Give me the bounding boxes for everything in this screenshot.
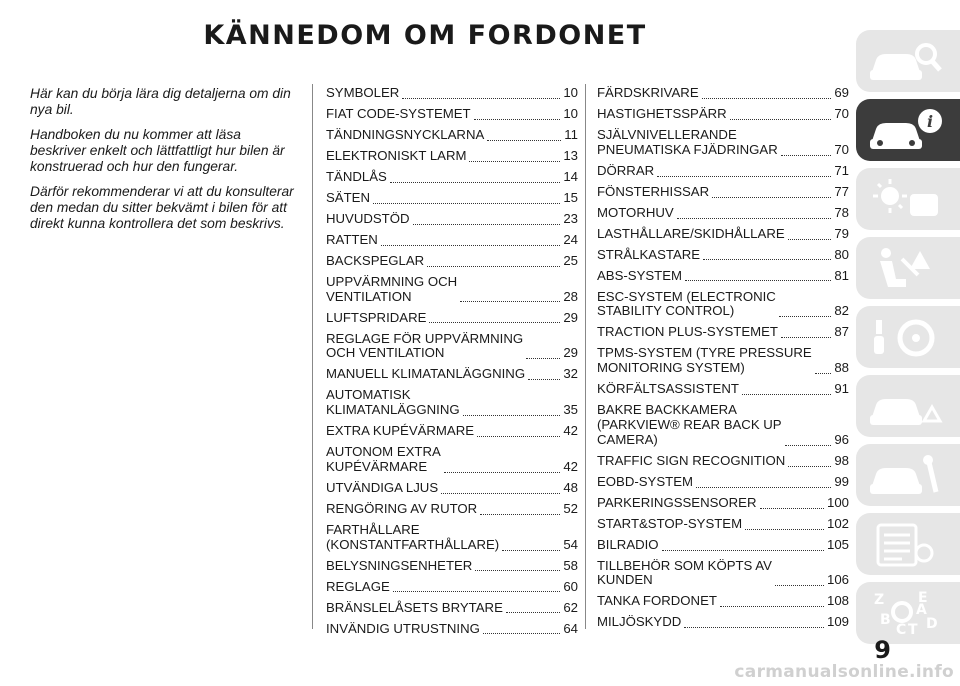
toc-entry[interactable] — [597, 227, 849, 242]
warning-light-icon — [866, 174, 946, 224]
toc-entry[interactable] — [597, 559, 849, 589]
toc-entry[interactable] — [326, 275, 578, 305]
toc-entry[interactable] — [597, 185, 849, 200]
toc-entry-page: 82 — [834, 303, 849, 319]
toc-entry-page: 32 — [563, 366, 578, 382]
toc-entry-title: MILJÖSKYDD — [597, 614, 682, 630]
toc-entry-title: LUFTSPRIDARE — [326, 309, 427, 325]
toc-entry-title: BAKRE BACKKAMERA (PARKVIEW® REAR BACK UP CAMERA) — [597, 402, 782, 447]
svg-text:D: D — [926, 616, 938, 632]
toc-entry[interactable] — [326, 107, 578, 122]
toc-entry-page: 91 — [834, 381, 849, 397]
toc-entry-page: 78 — [834, 204, 849, 220]
toc-dot-leader — [480, 513, 560, 515]
toc-entry[interactable] — [597, 594, 849, 609]
toc-entry-page: 88 — [834, 360, 849, 376]
toc-entry[interactable] — [326, 254, 578, 269]
toc-dot-leader — [685, 279, 831, 281]
svg-text:Z: Z — [874, 592, 885, 608]
toc-entry-title: BILRADIO — [597, 536, 659, 552]
intro-paragraph: Handboken du nu kommer att läsa beskriver enkelt och lättfattligt hur bilen är konstruerad och hur den fungerar. — [30, 127, 285, 174]
toc-entry-page: 109 — [826, 614, 849, 630]
toc-entry-title: BACKSPEGLAR — [326, 252, 425, 268]
toc-entry-page: 62 — [563, 599, 578, 615]
toc-dot-leader — [528, 378, 560, 380]
toc-entry[interactable] — [326, 523, 578, 553]
toc-entry[interactable] — [597, 107, 849, 122]
tab-car-search[interactable] — [856, 30, 960, 92]
toc-entry-page: 102 — [826, 515, 849, 531]
toc-entry[interactable] — [326, 170, 578, 185]
toc-entry-page: 71 — [834, 162, 849, 178]
toc-entry-page: 96 — [834, 431, 849, 447]
toc-entry[interactable] — [326, 212, 578, 227]
car-service-icon — [866, 450, 946, 500]
toc-dot-leader — [460, 300, 560, 302]
toc-entry-page: 99 — [834, 473, 849, 489]
tab-driving[interactable] — [856, 306, 960, 368]
toc-entry-title: MOTORHUV — [597, 204, 674, 220]
toc-dot-leader — [662, 549, 824, 551]
toc-dot-leader — [441, 492, 560, 494]
toc-dot-leader — [402, 97, 560, 99]
toc-entry-page: 28 — [563, 288, 578, 304]
toc-entry-title: SYMBOLER — [326, 85, 400, 100]
toc-entry-page: 60 — [563, 578, 578, 594]
toc-entry-title: TÄNDNINGSNYCKLARNA — [326, 126, 485, 142]
toc-entry-title: INVÄNDIG UTRUSTNING — [326, 620, 480, 636]
toc-entry-page: 106 — [826, 572, 849, 588]
toc-entry-title: RATTEN — [326, 231, 378, 247]
svg-text:A: A — [916, 602, 927, 618]
toc-entry-page: 15 — [563, 189, 578, 205]
toc-entry[interactable] — [597, 164, 849, 179]
toc-entry-page: 58 — [563, 557, 578, 573]
toc-entry-title: AUTONOM EXTRA KUPÉVÄRMARE — [326, 444, 441, 474]
toc-dot-leader — [760, 507, 824, 509]
toc-entry[interactable] — [326, 622, 578, 637]
toc-entry-title: STRÅLKASTARE — [597, 246, 701, 262]
svg-text:T: T — [908, 622, 918, 638]
svg-text:i: i — [927, 112, 934, 131]
toc-dot-leader — [474, 118, 561, 120]
toc-entry[interactable] — [326, 424, 578, 439]
toc-entry-title: EXTRA KUPÉVÄRMARE — [326, 423, 475, 439]
toc-entry-page: 29 — [563, 309, 578, 325]
intro-text — [30, 86, 298, 241]
toc-entry[interactable] — [326, 233, 578, 248]
toc-entry-title: FÖNSTERHISSAR — [597, 183, 710, 199]
toc-dot-leader — [502, 549, 560, 551]
toc-column-2 — [597, 86, 849, 636]
toc-entry-title: UPPVÄRMNING OCH VENTILATION — [326, 273, 458, 304]
toc-dot-leader — [677, 217, 832, 219]
tab-service[interactable] — [856, 444, 960, 506]
toc-dot-leader — [720, 605, 824, 607]
toc-dot-leader — [373, 202, 560, 204]
svg-text:B: B — [880, 612, 891, 628]
toc-entry-title: HUVUDSTÖD — [326, 210, 410, 226]
toc-entry-page: 11 — [564, 126, 578, 142]
toc-column-1 — [326, 86, 578, 643]
toc-entry-title: TPMS-SYSTEM (TYRE PRESSURE MONITORING SYSTEM) — [597, 345, 812, 376]
toc-entry-title: ELEKTRONISKT LARM — [326, 147, 467, 163]
toc-entry-page: 35 — [563, 402, 578, 418]
toc-entry-page: 29 — [563, 345, 578, 361]
toc-entry[interactable] — [326, 388, 578, 418]
toc-entry[interactable] — [326, 128, 578, 143]
toc-entry-title: START&STOP-SYSTEM — [597, 515, 743, 531]
toc-dot-leader — [815, 372, 832, 374]
toc-entry-title: DÖRRAR — [597, 162, 655, 178]
toc-entry-title: FARTHÅLLARE (KONSTANTFARTHÅLLARE) — [326, 521, 500, 552]
toc-entry-page: 70 — [834, 141, 849, 157]
toc-dot-leader — [781, 336, 831, 338]
steering-wheel-icon — [866, 312, 946, 362]
car-info-icon — [866, 105, 946, 155]
toc-entry-page: 80 — [834, 246, 849, 262]
toc-entry[interactable] — [326, 191, 578, 206]
toc-entry-title: EOBD-SYSTEM — [597, 473, 693, 489]
toc-entry-page: 79 — [834, 225, 849, 241]
toc-dot-leader — [781, 154, 832, 156]
tab-safety[interactable] — [856, 237, 960, 299]
toc-dot-leader — [469, 160, 560, 162]
toc-entry[interactable] — [326, 367, 578, 382]
toc-entry-title: HASTIGHETSSPÄRR — [597, 105, 727, 121]
toc-entry[interactable] — [597, 128, 849, 158]
toc-entry-title: PARKERINGSSENSORER — [597, 494, 757, 510]
toc-entry-page: 42 — [563, 458, 578, 474]
toc-entry-page: 52 — [563, 500, 578, 516]
toc-entry[interactable] — [326, 311, 578, 326]
toc-entry[interactable] — [326, 445, 578, 475]
toc-dot-leader — [703, 258, 831, 260]
toc-entry-page: 23 — [563, 210, 578, 226]
toc-dot-leader — [487, 139, 561, 141]
alphabetical-index-icon — [866, 588, 946, 638]
toc-entry-title: TANKA FORDONET — [597, 593, 717, 609]
toc-entry[interactable] — [597, 86, 849, 101]
toc-entry[interactable] — [326, 332, 578, 362]
toc-entry-title: MANUELL KLIMATANLÄGGNING — [326, 366, 526, 382]
toc-dot-leader — [429, 321, 560, 323]
toc-entry[interactable] — [326, 149, 578, 164]
toc-dot-leader — [788, 465, 831, 467]
toc-entry-page: 25 — [563, 252, 578, 268]
technical-data-icon — [866, 519, 946, 569]
toc-dot-leader — [483, 632, 560, 634]
toc-entry[interactable] — [326, 601, 578, 616]
toc-entry[interactable] — [597, 325, 849, 340]
toc-entry[interactable] — [597, 346, 849, 376]
toc-entry[interactable] — [326, 86, 578, 101]
toc-dot-leader — [477, 435, 560, 437]
toc-entry[interactable] — [326, 559, 578, 574]
page-title: KÄNNEDOM OM FORDONET — [203, 20, 647, 51]
toc-entry-page: 48 — [563, 479, 578, 495]
toc-entry-title: LASTHÅLLARE/SKIDHÅLLARE — [597, 225, 785, 241]
toc-entry-page: 24 — [563, 231, 578, 247]
car-search-icon — [866, 36, 946, 86]
toc-dot-leader — [745, 528, 824, 530]
toc-dot-leader — [785, 444, 832, 446]
toc-entry[interactable] — [597, 517, 849, 532]
toc-entry-title: RENGÖRING AV RUTOR — [326, 500, 478, 516]
car-breakdown-icon — [866, 381, 946, 431]
toc-entry[interactable] — [597, 290, 849, 320]
toc-entry[interactable] — [597, 206, 849, 221]
column-divider — [585, 84, 586, 629]
toc-dot-leader — [427, 265, 560, 267]
toc-entry-title: ABS-SYSTEM — [597, 267, 683, 283]
toc-entry-title: REGLAGE — [326, 578, 390, 594]
toc-entry-page: 87 — [834, 324, 849, 340]
toc-entry[interactable] — [326, 502, 578, 517]
toc-entry-title: TILLBEHÖR SOM KÖPTS AV KUNDEN — [597, 557, 772, 588]
toc-entry-page: 14 — [563, 168, 578, 184]
toc-dot-leader — [779, 315, 832, 317]
toc-entry-title: BRÄNSLELÅSETS BRYTARE — [326, 599, 503, 615]
toc-entry[interactable] — [597, 403, 849, 447]
toc-entry[interactable] — [597, 454, 849, 469]
toc-entry-page: 69 — [834, 85, 849, 100]
column-divider — [312, 84, 313, 629]
toc-entry[interactable] — [597, 538, 849, 553]
watermark: carmanualsonline.info — [734, 662, 954, 682]
toc-entry[interactable] — [597, 248, 849, 263]
toc-dot-leader — [413, 223, 561, 225]
svg-text:E: E — [918, 590, 928, 606]
toc-dot-leader — [696, 486, 831, 488]
toc-entry-title: REGLAGE FÖR UPPVÄRMNING OCH VENTILATION — [326, 330, 524, 361]
toc-entry-title: SJÄLVNIVELLERANDE PNEUMATISKA FJÄDRINGAR — [597, 126, 778, 157]
toc-dot-leader — [475, 569, 560, 571]
toc-dot-leader — [775, 584, 824, 586]
toc-dot-leader — [702, 97, 832, 99]
toc-entry-title: FIAT CODE-SYSTEMET — [326, 105, 471, 121]
page-number: 9 — [874, 636, 891, 664]
toc-entry-page: 10 — [563, 105, 578, 121]
toc-dot-leader — [526, 357, 560, 359]
toc-entry-title: TÄNDLÅS — [326, 168, 387, 184]
tab-index[interactable] — [856, 582, 960, 644]
toc-dot-leader — [788, 238, 832, 240]
toc-dot-leader — [381, 244, 561, 246]
toc-entry-page: 42 — [563, 423, 578, 439]
toc-dot-leader — [506, 611, 560, 613]
toc-entry-title: SÄTEN — [326, 189, 370, 205]
toc-dot-leader — [463, 414, 561, 416]
svg-text:C: C — [896, 622, 907, 638]
toc-entry-page: 13 — [563, 147, 578, 163]
toc-entry-page: 10 — [563, 85, 578, 100]
intro-paragraph: Därför rekommenderar vi att du konsulterar den medan du sitter bekvämt i bilen för att direkt kunna kontrollera det som beskrivs. — [30, 184, 294, 231]
toc-entry-title: ESC-SYSTEM (ELECTRONIC STABILITY CONTROL) — [597, 288, 776, 319]
toc-entry[interactable] — [326, 481, 578, 496]
tab-car-info[interactable] — [856, 99, 960, 161]
toc-entry-page: 105 — [826, 536, 849, 552]
toc-entry[interactable] — [326, 580, 578, 595]
toc-entry-title: FÄRDSKRIVARE — [597, 85, 699, 100]
toc-entry[interactable] — [597, 269, 849, 284]
toc-entry[interactable] — [597, 496, 849, 511]
toc-entry[interactable] — [597, 615, 849, 630]
toc-entry-title: UTVÄNDIGA LJUS — [326, 479, 439, 495]
toc-entry-title: TRAFFIC SIGN RECOGNITION — [597, 452, 786, 468]
intro-paragraph: Här kan du börja lära dig detaljerna om din nya bil. — [30, 86, 291, 117]
toc-entry-page: 98 — [834, 452, 849, 468]
toc-dot-leader — [742, 393, 831, 395]
tab-emergency[interactable] — [856, 375, 960, 437]
toc-dot-leader — [444, 471, 561, 473]
toc-entry-page: 77 — [834, 183, 849, 199]
toc-entry-page: 54 — [563, 536, 578, 552]
toc-entry[interactable] — [597, 382, 849, 397]
tab-warning-lights[interactable] — [856, 168, 960, 230]
airbag-seat-icon — [866, 243, 946, 293]
tab-technical-data[interactable] — [856, 513, 960, 575]
chapter-tabs — [856, 30, 960, 651]
toc-dot-leader — [684, 626, 824, 628]
toc-entry[interactable] — [597, 475, 849, 490]
toc-dot-leader — [393, 590, 561, 592]
toc-dot-leader — [712, 196, 831, 198]
toc-entry-page: 100 — [826, 494, 849, 510]
toc-entry-title: TRACTION PLUS-SYSTEMET — [597, 324, 778, 340]
toc-entry-page: 64 — [563, 620, 578, 636]
toc-dot-leader — [730, 118, 832, 120]
toc-entry-title: AUTOMATISK KLIMATANLÄGGNING — [326, 387, 460, 418]
toc-entry-page: 70 — [834, 105, 849, 121]
toc-entry-page: 108 — [826, 593, 849, 609]
toc-entry-title: KÖRFÄLTSASSISTENT — [597, 381, 739, 397]
toc-dot-leader — [390, 181, 561, 183]
toc-entry-page: 81 — [834, 267, 849, 283]
toc-entry-title: BELYSNINGSENHETER — [326, 557, 473, 573]
toc-dot-leader — [657, 175, 831, 177]
